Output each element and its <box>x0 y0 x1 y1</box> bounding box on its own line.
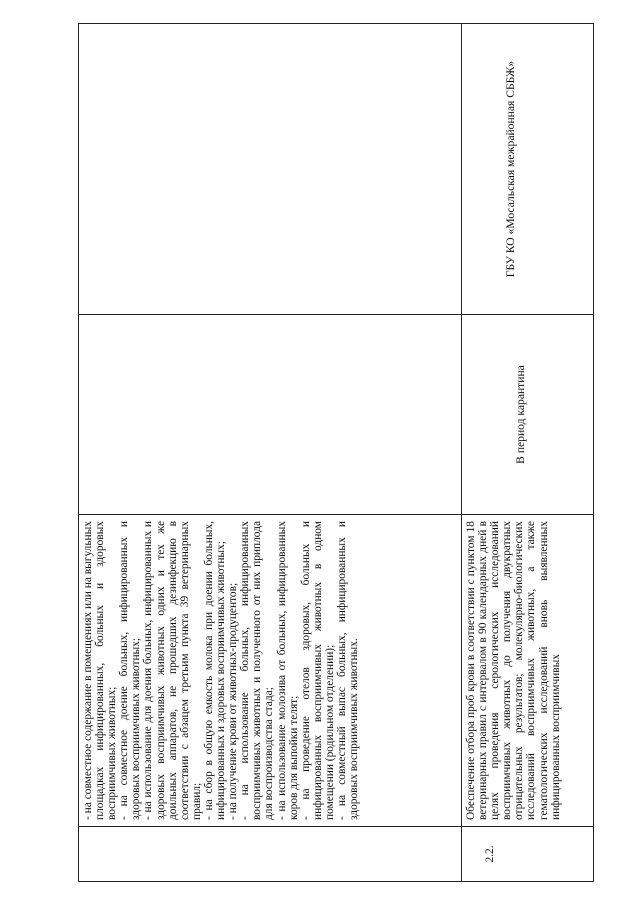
organization-text: ГБУ КО «Мосальская межрайонная СББЖ» <box>504 60 517 278</box>
organization-cell <box>462 24 593 314</box>
term-text: В период карантина <box>514 365 527 464</box>
table-row <box>462 24 593 881</box>
table-row <box>79 24 462 881</box>
list-item: - на получение крови от животных-продуцентов; <box>227 582 240 820</box>
measure-text-cell <box>79 514 461 826</box>
list-item: - на совместное доение больных, инфицированных и здоровых восприимчивых животных; <box>118 521 143 820</box>
prohibition-list <box>79 515 363 826</box>
measure-text-cell <box>462 514 593 826</box>
list-item: - на сбор в общую емкость молока при доении больных, инфицированных и здоровых восприимчивых животных; <box>202 521 228 820</box>
row-number: 2.2. <box>484 845 496 863</box>
term-cell <box>462 314 593 514</box>
list-item: - на использование для доения больных, инфицированных и здоровых восприимчивых животных одних и тех же доильных аппаратов, не прошедших дезинфекцию в соответствии с абзацем третьим пункта 39 ветеринарных правил; <box>142 521 203 820</box>
row-number-cell <box>79 826 461 881</box>
list-item: - на совместное содержание в помещениях или на выгульных площадках инфицированных, больных и здоровых восприимчивых животных; <box>82 521 119 820</box>
organization-cell <box>79 24 461 314</box>
list-item: - на проведение отелов здоровых, больных и инфицированных восприимчивых животных в одном помещении (родильном отделении); <box>299 521 336 820</box>
measure-paragraph: Обеспечение отбора проб крови в соответствии с пунктом 18 ветеринарных правил с интервалом в 90 календарных дней в целях проведения серологических исследований восприимчивых животных до получения двукратных отрицательных результатов; молекулярно-биологических исследований восприимчивых животных, а также гематологических исследований вновь выявленных инфицированных восприимчивых <box>465 521 562 820</box>
row-number-cell <box>462 826 593 881</box>
measures-table <box>78 23 594 882</box>
list-item: - на использование больных, инфицированных восприимчивых животных и полученного от них приплода для воспроизводства стада; <box>239 521 276 820</box>
list-item: - на использование молозива от больных, инфицированных коров для выпойки телят; <box>275 521 300 820</box>
measure-description <box>462 515 565 826</box>
term-cell <box>79 314 461 514</box>
list-item: - на совместный выпас больных, инфицированных и здоровых восприимчивых животных. <box>335 521 361 820</box>
